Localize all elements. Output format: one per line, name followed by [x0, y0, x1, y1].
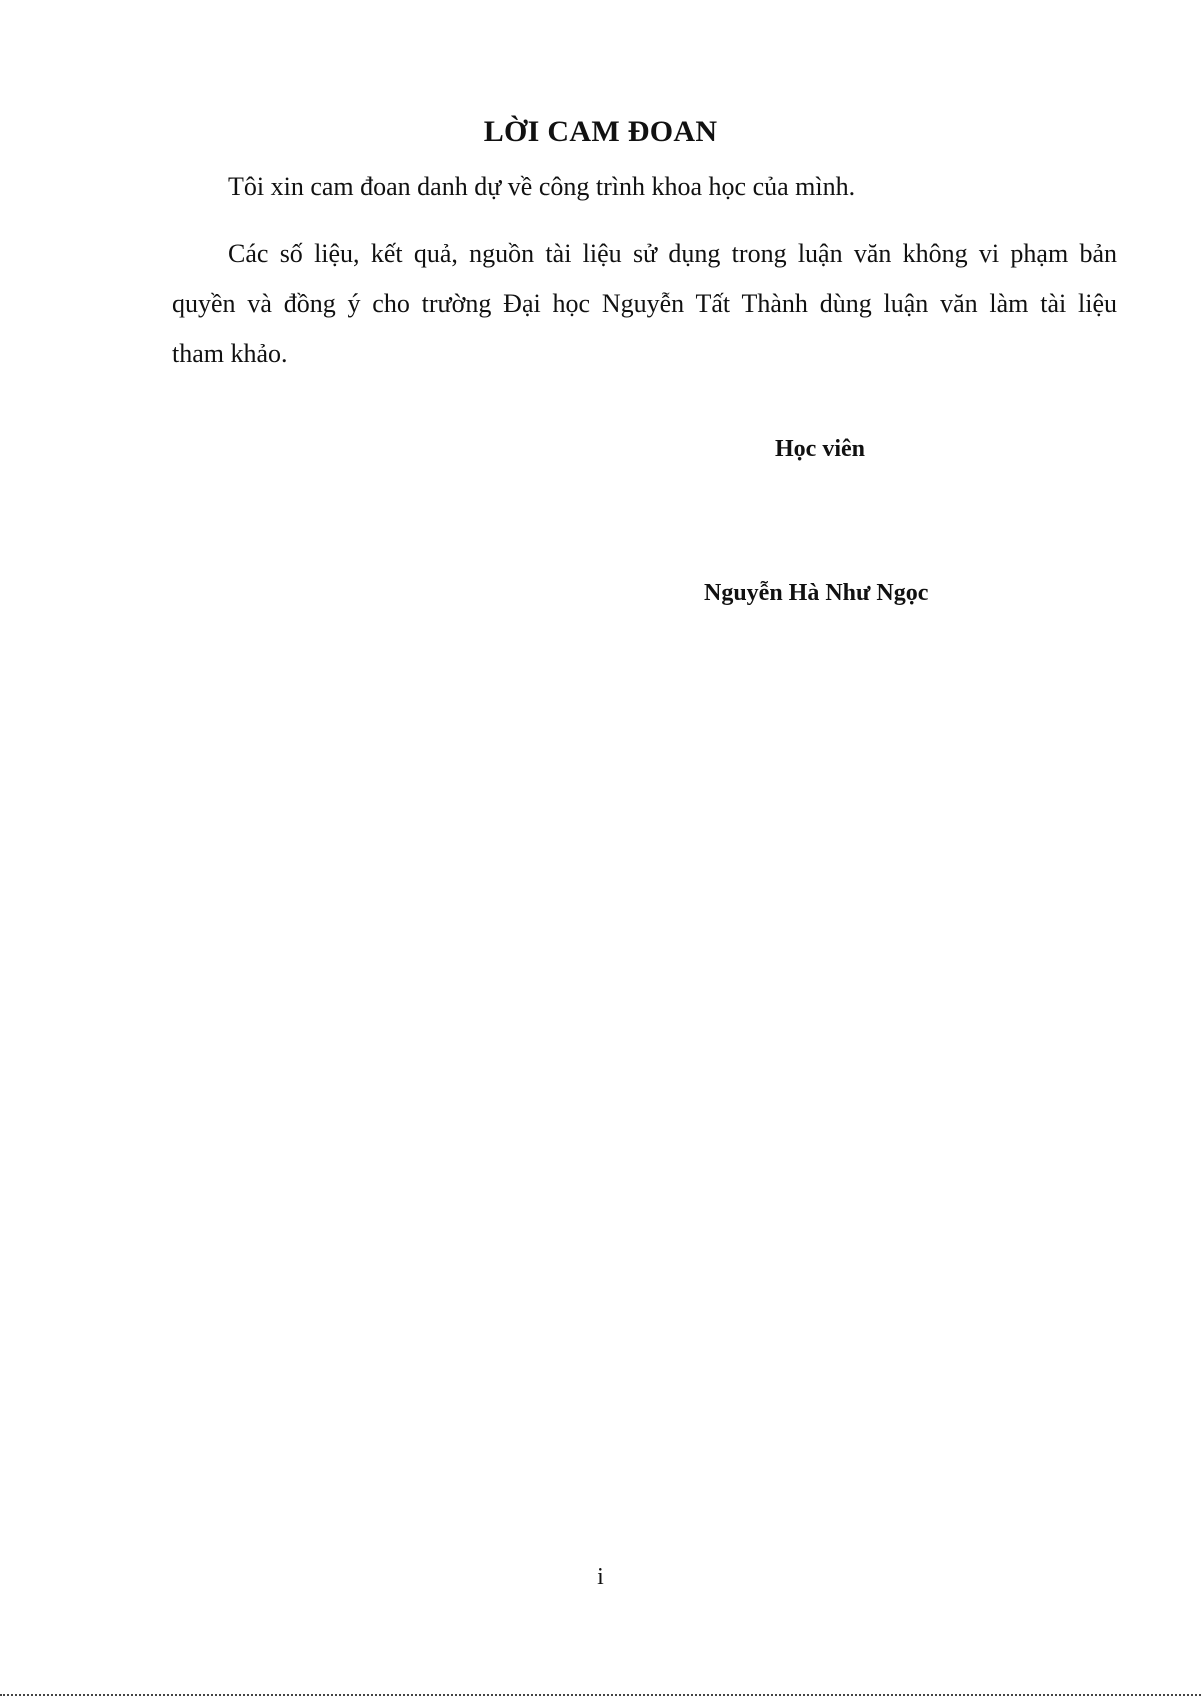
page-number: i: [597, 1564, 604, 1590]
paragraph-line: quyền và đồng ý cho trường Đại học Nguyễn Tất Thành dùng luận văn làm tài liệu: [172, 289, 1117, 318]
signature-name: Nguyễn Hà Như Ngọc: [704, 580, 929, 606]
declaration-paragraph: [172, 229, 1117, 379]
paragraph-line: Các số liệu, kết quả, nguồn tài liệu sử dụng trong luận văn không vi phạm bản: [228, 239, 1117, 268]
declaration-sentence: Tôi xin cam đoan danh dự về công trình khoa học của mình.: [228, 172, 856, 201]
page-bottom-divider: [0, 1694, 1201, 1696]
paragraph-line: tham khảo.: [172, 339, 288, 368]
page-title: LỜI CAM ĐOAN: [483, 115, 718, 148]
signature-role: Học viên: [775, 436, 865, 462]
